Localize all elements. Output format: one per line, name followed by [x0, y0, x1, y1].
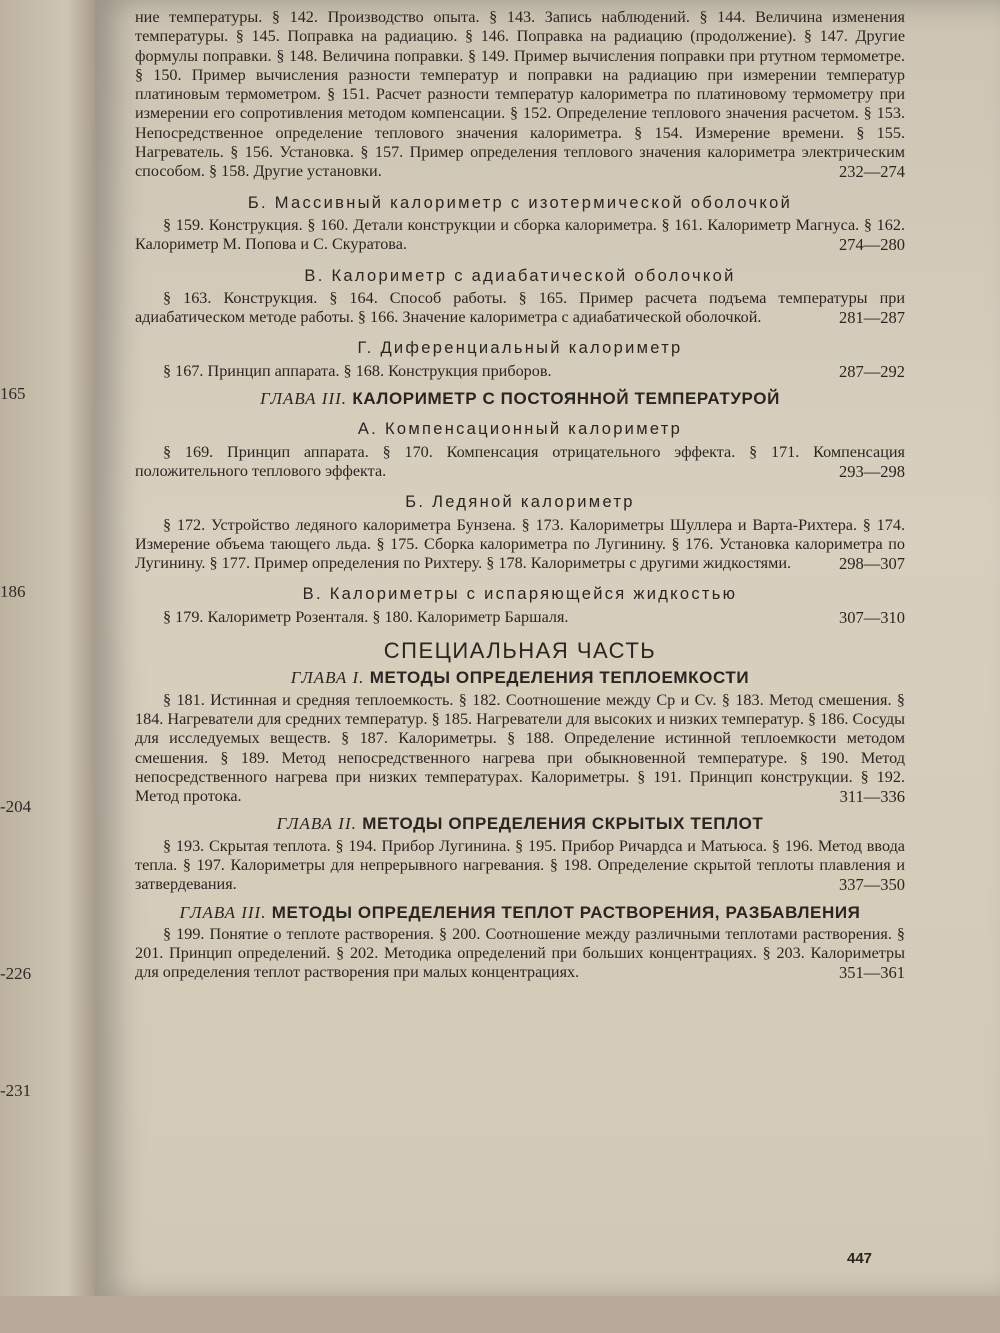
toc-subheading: А. Компенсационный калориметр [357, 420, 683, 439]
book-page [95, 0, 1000, 1300]
chapter-heading [135, 668, 905, 687]
toc-page-range: 307—310 [839, 607, 905, 627]
chapter-title: МЕТОДЫ ОПРЕДЕЛЕНИЯ СКРЫТЫХ ТЕПЛОТ [362, 814, 764, 834]
toc-entry [135, 8, 905, 182]
chapter-number: ГЛАВА II. [276, 814, 357, 834]
chapter-heading [135, 903, 905, 922]
toc-entry [135, 608, 905, 627]
toc-entry [135, 925, 905, 983]
left-page-edge [0, 0, 95, 1333]
left-margin-number: 186 [0, 582, 26, 601]
toc-entry-text: § 172. Устройство ледяного калориметра Бунзена. § 173. Калориметры Шуллера и Варта-Рихтера. § 174. Измерение объема тающего льда. § 175. Сборка калориметра по Лугинину. § 176. Установка калориметра по Лугинину. § 177. Пример определения по Рихтеру. § 178. Калориметры с другими жидкостями. [135, 515, 905, 573]
toc-entry-text: ние температуры. § 142. Производство опыта. § 143. Запись наблюдений. § 144. Величина изменения температуры. § 145. Поправка на радиацию. § 146. Поправка на радиацию (продолжение). § 147. Другие формулы поправки. § 148. Величина поправки. § 149. Пример вычисления поправки при ртутном термометре. § 150. Пример вычисления разности температур и поправки на радиацию при измерении температур платиновым термометром. § 151. Расчет разности температур калориметра по платиновому термометру при измерении его сопротивления методом компенсации. § 152. Определение теплового значения расчетом. § 153. Непосредственное определение теплового значения калориметра. § 154. Измерение времени. § 155. Нагреватель. § 156. Установка. § 157. Пример определения теплового значения калориметра электрическим способом. § 158. Другие установки. [135, 8, 905, 181]
toc-entry-text: § 193. Скрытая теплота. § 194. Прибор Лугинина. § 195. Прибор Ричардса и Матьюса. § 196. Метод ввода тепла. § 197. Калориметры для непрерывного нагревания. § 198. Определение скрытой теплоты плавления и затвердевания. [135, 836, 905, 894]
toc-entry [135, 289, 905, 328]
chapter-heading [135, 814, 905, 833]
toc-page-range: 287—292 [839, 361, 905, 381]
toc-subheading: Б. Ледяной калориметр [405, 493, 635, 512]
toc-entry-text: § 179. Калориметр Розенталя. § 180. Калориметр Баршаля. [163, 607, 569, 626]
toc-entry-text: § 163. Конструкция. § 164. Способ работы. § 165. Пример расчета подъема температуры при адиабатическом методе работы. § 166. Значение калориметра с адиабатической оболочкой. [135, 288, 905, 327]
toc-page-range: 293—298 [839, 461, 905, 481]
toc-entry-text: § 199. Понятие о теплоте растворения. § 200. Соотношение между различными теплотами растворения. § 201. Принцип определений. § 202. Методика определений при больших концентрациях. § 203. Калориметры для определения теплот растворения при малых концентрациях. [135, 924, 905, 982]
page-number: 447 [847, 1250, 873, 1267]
chapter-heading [135, 389, 905, 408]
toc-entry [135, 691, 905, 807]
toc-page-range: 351—361 [839, 963, 905, 983]
toc-page-range: 298—307 [839, 554, 905, 574]
left-margin-number: -231 [0, 1081, 32, 1100]
toc-subheading: Б. Массивный калориметр с изотермической оболочкой [247, 193, 793, 212]
toc-page-range: 337—350 [839, 875, 905, 895]
left-margin-number: 165 [0, 384, 26, 403]
toc-page-range: 274—280 [839, 235, 905, 255]
toc-entry-text: § 181. Истинная и средняя теплоемкость. § 182. Соотношение между Cp и Cv. § 183. Метод смешения. § 184. Нагреватели для средних температур. § 185. Нагреватели для высоких и низких температур. § 186. Сосуды для исследуемых веществ. § 187. Калориметры. § 188. Определение истинной теплоемкости методом смешения. § 189. Метод непосредственного нагрева при обыкновенной температуре. § 190. Метод непосредственного нагрева при низких температурах. Калориметры. § 191. Принцип конструкции. § 192. Метод протока. [135, 690, 905, 806]
toc-page-range: 311—336 [839, 787, 905, 807]
toc-subheading: В. Калориметры с испаряющейся жидкостью [302, 585, 738, 604]
toc-entry [135, 516, 905, 574]
left-margin-number: -226 [0, 964, 32, 983]
toc-entry-text: § 159. Конструкция. § 160. Детали конструкции и сборка калориметра. § 161. Калориметр Магнуса. § 162. Калориметр М. Попова и С. Скуратова. [135, 215, 905, 254]
toc-subheading: Г. Диференциальный калориметр [357, 339, 683, 358]
toc-entry-text: § 169. Принцип аппарата. § 170. Компенсация отрицательного эффекта. § 171. Компенсация положительного теплового эффекта. [135, 442, 905, 480]
toc-page-range: 232—274 [839, 162, 905, 182]
toc-entry [135, 362, 905, 381]
toc-page-range: 281—287 [839, 308, 905, 328]
section-title: СПЕЦИАЛЬНАЯ ЧАСТЬ [383, 638, 657, 664]
toc-entry-text: § 167. Принцип аппарата. § 168. Конструкция приборов. [163, 361, 552, 380]
toc-entry [135, 443, 905, 482]
chapter-title: МЕТОДЫ ОПРЕДЕЛЕНИЯ ТЕПЛОТ РАСТВОРЕНИЯ, РАЗБАВЛЕНИЯ [271, 902, 861, 922]
chapter-number: ГЛАВА III. [179, 902, 267, 922]
left-margin-number: -204 [0, 797, 32, 816]
chapter-title: КАЛОРИМЕТР С ПОСТОЯННОЙ ТЕМПЕРАТУРОЙ [352, 389, 780, 409]
table-of-contents [135, 8, 905, 983]
toc-subheading: В. Калориметр с адиабатической оболочкой [304, 266, 736, 285]
chapter-number: ГЛАВА I. [290, 668, 365, 688]
toc-entry [135, 216, 905, 255]
fabric-background [0, 1296, 1000, 1333]
chapter-number: ГЛАВА III. [260, 389, 348, 409]
chapter-title: МЕТОДЫ ОПРЕДЕЛЕНИЯ ТЕПЛОЕМКОСТИ [369, 668, 750, 688]
toc-entry [135, 837, 905, 895]
